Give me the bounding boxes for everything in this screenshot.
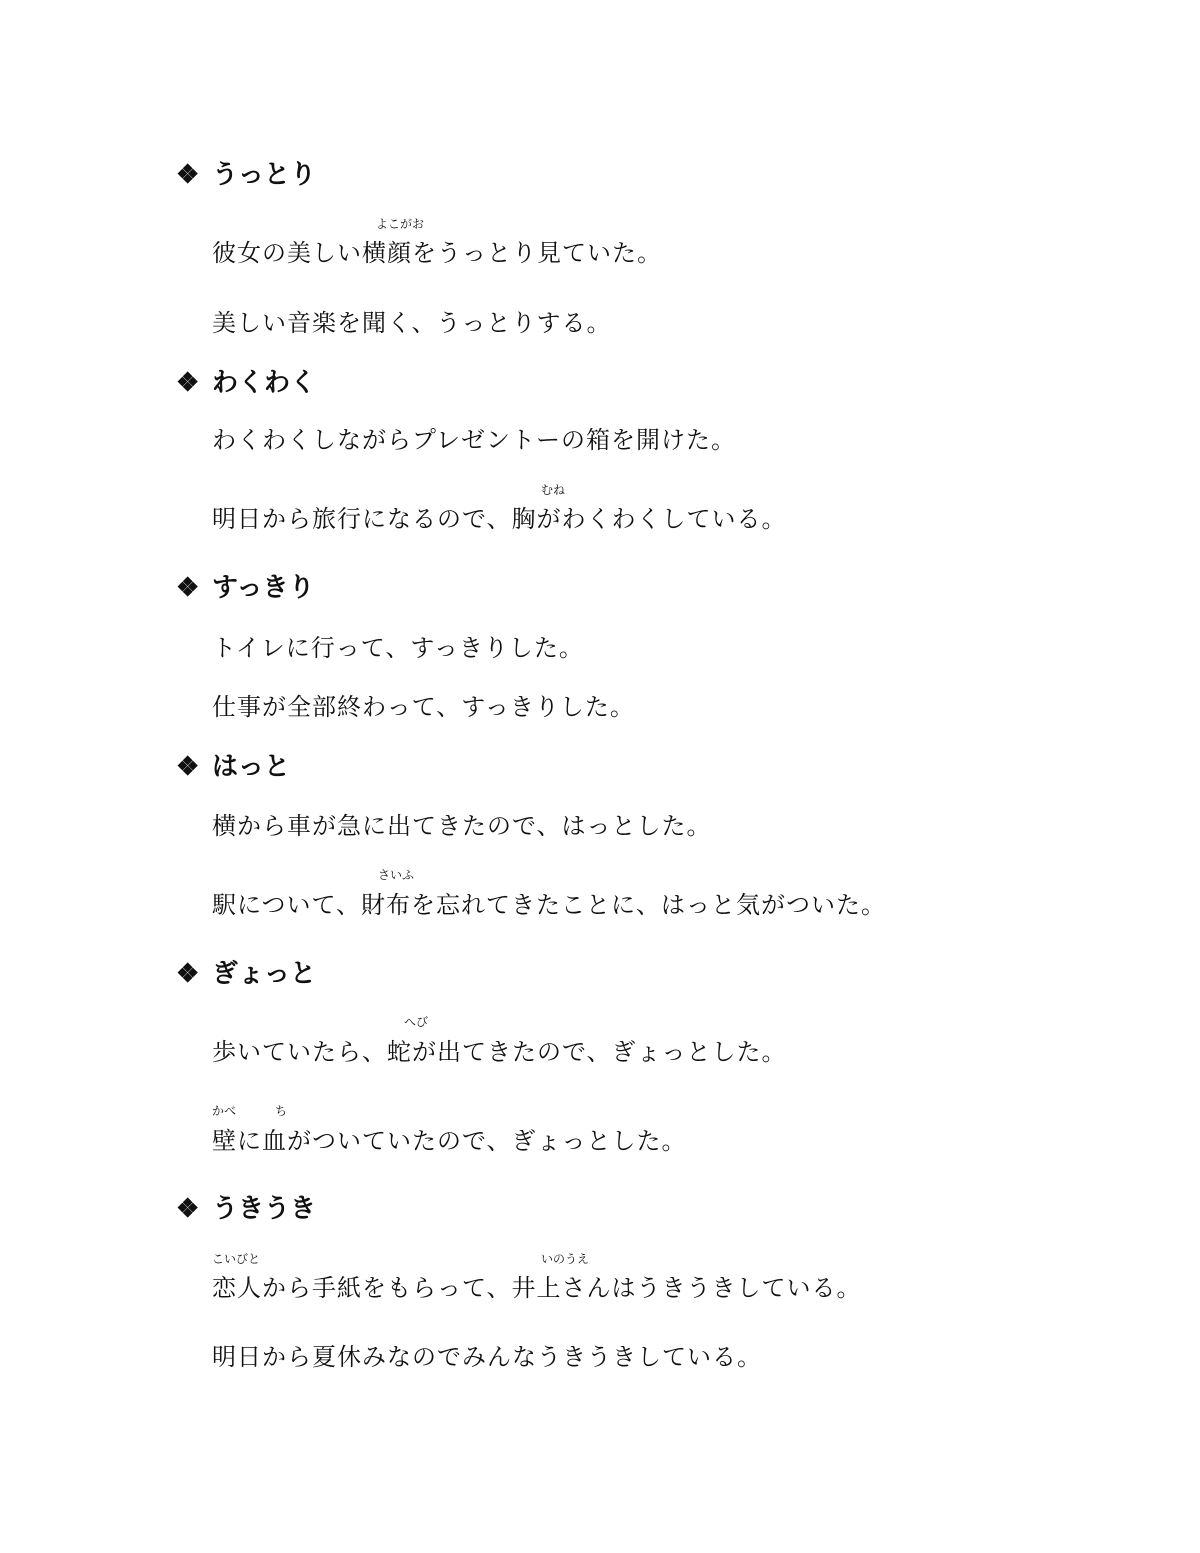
furigana: さいふ xyxy=(378,868,415,882)
furigana: ち xyxy=(275,1104,288,1118)
section-heading xyxy=(176,368,316,398)
example-sentence: 仕事が全部終わって、すっきりした。 xyxy=(212,693,635,721)
example-sentence: わくわくしながらプレゼントーの箱を開けた。 xyxy=(212,426,737,454)
example-sentence: 歩いていたら、蛇が出てきたので、ぎょっとした。 xyxy=(212,1038,787,1066)
example-sentence: 駅について、財布を忘れてきたことに、はっと気がついた。 xyxy=(212,891,887,919)
furigana: よこがお xyxy=(376,217,425,231)
example-sentence: 恋人から手紙をもらって、井上さんはうきうきしている。 xyxy=(212,1274,862,1302)
example-sentence: 明日から夏休みなのでみんなうきうきしている。 xyxy=(212,1343,762,1371)
section-heading xyxy=(176,573,314,603)
section-heading xyxy=(176,1194,316,1224)
heading-text: はっと xyxy=(212,752,291,782)
example-sentence: 壁に血がついていたので、ぎょっとした。 xyxy=(212,1127,687,1155)
furigana: むね xyxy=(541,483,566,497)
heading-text: わくわく xyxy=(212,368,317,398)
furigana: へび xyxy=(404,1015,429,1029)
diamond-bullet-icon: ❖ xyxy=(176,1194,200,1224)
furigana: かべ xyxy=(212,1104,237,1118)
example-sentence: トイレに行って、すっきりした。 xyxy=(212,634,584,662)
example-sentence: 明日から旅行になるので、胸がわくわくしている。 xyxy=(212,505,787,533)
section-heading xyxy=(176,959,316,989)
section-heading xyxy=(176,752,290,782)
furigana: いのうえ xyxy=(541,1252,590,1266)
example-sentence: 美しい音楽を聞く、うっとりする。 xyxy=(212,309,612,337)
heading-text: ぎょっと xyxy=(212,959,317,989)
diamond-bullet-icon: ❖ xyxy=(176,368,200,398)
heading-text: うっとり xyxy=(212,160,317,190)
diamond-bullet-icon: ❖ xyxy=(176,752,200,782)
heading-text: うきうき xyxy=(212,1194,317,1224)
example-sentence: 彼女の美しい横顔をうっとり見ていた。 xyxy=(212,239,662,267)
example-sentence: 横から車が急に出てきたので、はっとした。 xyxy=(212,812,712,840)
diamond-bullet-icon: ❖ xyxy=(176,573,200,603)
furigana: こいびと xyxy=(212,1252,261,1266)
heading-text: すっきり xyxy=(212,573,315,603)
section-heading xyxy=(176,160,316,190)
diamond-bullet-icon: ❖ xyxy=(176,160,200,190)
diamond-bullet-icon: ❖ xyxy=(176,959,200,989)
